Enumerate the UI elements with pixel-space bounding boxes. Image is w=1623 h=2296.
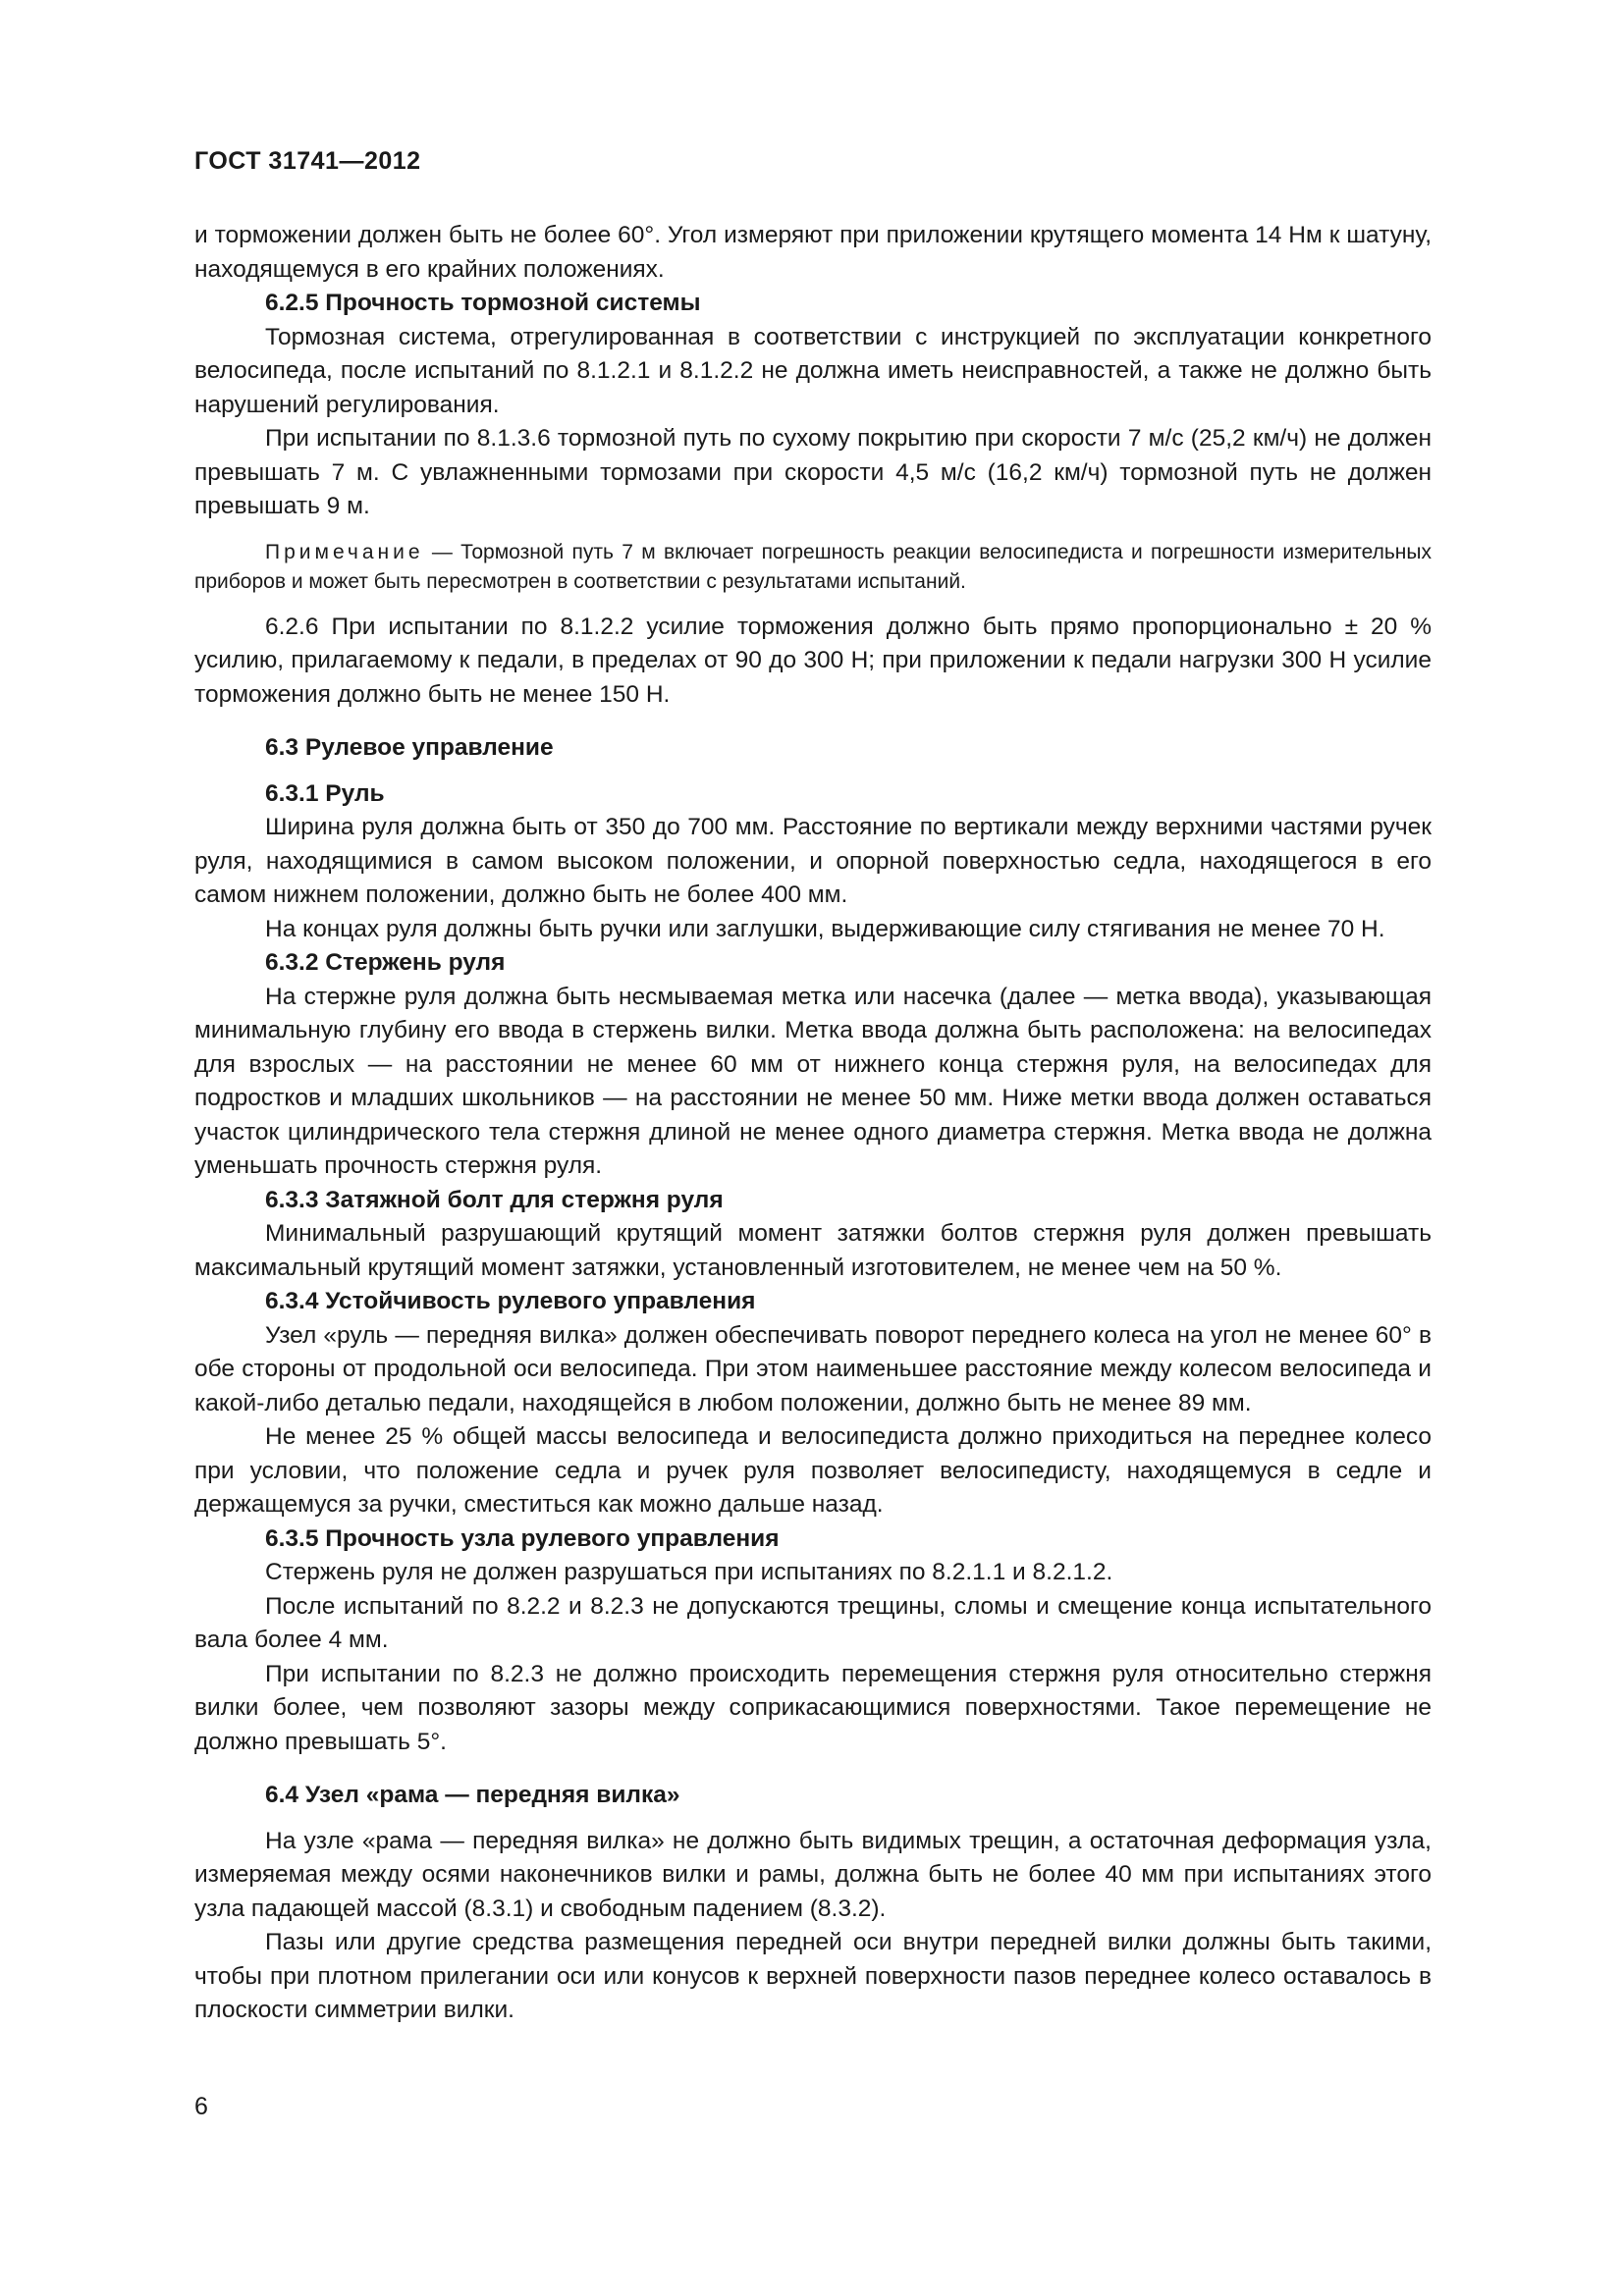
heading-6-2-5: 6.2.5 Прочность тормозной системы [265, 290, 701, 316]
note-label: Примечание [265, 540, 424, 563]
page-number: 6 [194, 2093, 208, 2120]
paragraph-6-2-6: 6.2.6 При испытании по 8.1.2.2 усилие торможения должно быть прямо пропорционально ± 20 % усилию, прилагаемому к педали, в пределах от 90 до 300 Н; при приложении к педали нагрузки 300 Н усилие торможения должно быть не менее 150 Н. [194, 613, 1432, 708]
note [194, 538, 1432, 597]
note-text: — Тормозной путь 7 м включает погрешность реакции велосипедиста и погрешности измерительных приборов и может быть пересмотрен в соответствии с результатами испытаний. [194, 540, 1432, 593]
paragraph-6-2-5-1: Тормозная система, отрегулированная в соответствии с инструкцией по эксплуатации конкретного велосипеда, после испытаний по 8.1.2.1 и 8.1.2.2 не должна иметь неисправностей, а также не должно быть нарушений регулирования. [194, 323, 1432, 418]
heading-6-3-3: 6.3.3 Затяжной болт для стержня руля [265, 1186, 724, 1213]
heading-6-3-5: 6.3.5 Прочность узла рулевого управления [265, 1524, 780, 1552]
paragraph-6-3-4-2: Не менее 25 % общей массы велосипеда и велосипедиста должно приходиться на переднее колесо при условии, что положение седла и ручек руля позволяет велосипедисту, находящемуся в седле и держащемуся за ручки, сместиться как можно дальше назад. [194, 1423, 1432, 1518]
heading-6-3: 6.3 Рулевое управление [265, 734, 554, 761]
paragraph-6-2-5-2: При испытании по 8.1.3.6 тормозной путь по сухому покрытию при скорости 7 м/с (25,2 км/ч) не должен превышать 7 м. С увлажненными тормозами при скорости 4,5 м/с (16,2 км/ч) тормозной путь не должен превышать 9 м. [194, 425, 1432, 519]
document-header: ГОСТ 31741—2012 [194, 147, 421, 175]
heading-6-3-4: 6.3.4 Устойчивость рулевого управления [265, 1288, 756, 1314]
paragraph-6-3-3: Минимальный разрушающий крутящий момент затяжки болтов стержня руля должен превышать максимальный крутящий момент затяжки, установленный изготовителем, не менее чем на 50 %. [194, 1220, 1432, 1281]
paragraph-6-3-5-3: При испытании по 8.2.3 не должно происходить перемещения стержня руля относительно стержня вилки более, чем позволяют зазоры между соприкасающимися поверхностями. Такое перемещение не должно превышать 5°. [194, 1660, 1432, 1755]
paragraph-6-3-1-1: Ширина руля должна быть от 350 до 700 мм. Расстояние по вертикали между верхними частями ручек руля, находящимися в самом высоком положении, и опорной поверхностью седла, находящегося в его самом нижнем положении, должно быть не более 400 мм. [194, 814, 1432, 908]
paragraph-6-3-2: На стержне руля должна быть несмываемая метка или насечка (далее — метка ввода), указывающая минимальную глубину его ввода в стержень вилки. Метка ввода должна быть расположена: на велосипедах для взрослых — на расстоянии не менее 60 мм от нижнего конца стержня руля, на велосипедах для подростков и младших школьников — на расстоянии не менее 50 мм. Ниже метки ввода должен оставаться участок цилиндрического тела стержня длиной не менее одного диаметра стержня. Метка ввода не должна уменьшать прочность стержня руля. [194, 983, 1432, 1179]
paragraph-6-4-1: На узле «рама — передняя вилка» не должно быть видимых трещин, а остаточная деформация узла, измеряемая между осями наконечников вилки и рамы, должна быть не более 40 мм при испытаниях этого узла падающей массой (8.3.1) и свободным падением (8.3.2). [194, 1827, 1432, 1922]
paragraph-6-3-4-1: Узел «руль — передняя вилка» должен обеспечивать поворот переднего колеса на угол не менее 60° в обе стороны от продольной оси велосипеда. При этом наименьшее расстояние между колесом велосипеда и какой-либо деталью педали, находящейся в любом положении, должно быть не менее 89 мм. [194, 1321, 1432, 1416]
paragraph-6-3-5-1: Стержень руля не должен разрушаться при испытаниях по 8.2.1.1 и 8.2.1.2. [265, 1559, 1113, 1585]
paragraph-continued: и торможении должен быть не более 60°. Угол измеряют при приложении крутящего момента 14 Нм к шатуну, находящемуся в его крайних положениях. [194, 222, 1432, 283]
paragraph-6-4-2: Пазы или другие средства размещения передней оси внутри передней вилки должны быть такими, чтобы при плотном прилегании оси или конусов к верхней поверхности пазов переднее колесо оставалось в плоскости симметрии вилки. [194, 1929, 1432, 2023]
page-content [194, 219, 1432, 2028]
paragraph-6-3-1-2: На концах руля должны быть ручки или заглушки, выдерживающие силу стягивания не менее 70 Н. [265, 915, 1385, 942]
heading-6-4: 6.4 Узел «рама — передняя вилка» [265, 1782, 680, 1808]
heading-6-3-1: 6.3.1 Руль [265, 779, 385, 807]
heading-6-3-2: 6.3.2 Стержень руля [265, 949, 506, 976]
paragraph-6-3-5-2: После испытаний по 8.2.2 и 8.2.3 не допускаются трещины, сломы и смещение конца испытательного вала более 4 мм. [194, 1592, 1432, 1653]
